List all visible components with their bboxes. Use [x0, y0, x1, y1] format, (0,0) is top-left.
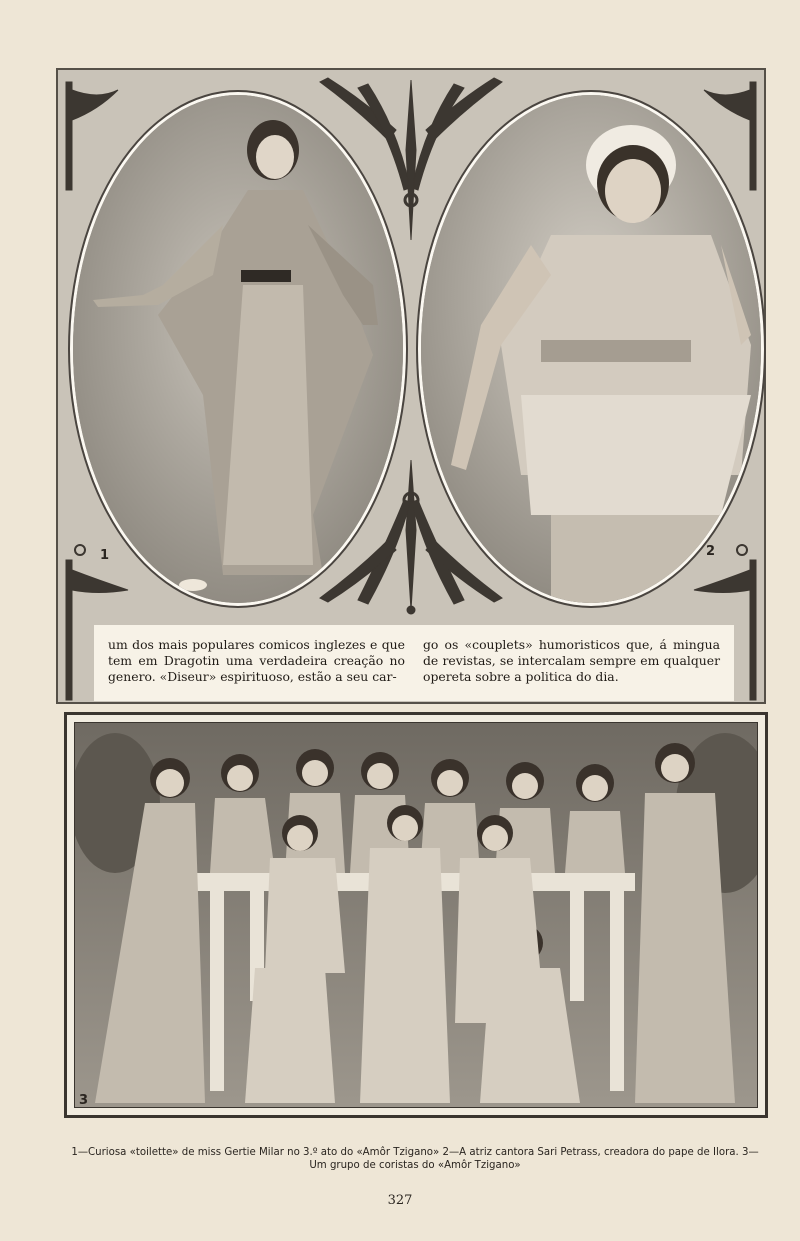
- portrait-photo-1: [73, 95, 403, 603]
- portrait-oval-1: [70, 92, 406, 606]
- portrait-oval-2: [418, 92, 764, 606]
- figure-number-3: 3: [79, 1093, 89, 1108]
- group-photo-frame: [64, 712, 768, 1118]
- portrait-photo-2: [421, 95, 761, 603]
- figure-number-2: 2: [706, 544, 716, 559]
- page-number: 327: [387, 1193, 413, 1208]
- caption-box: [94, 625, 734, 701]
- group-photo-image: [75, 723, 758, 1108]
- photo-caption: 1—Curiosa «toilette» de miss Gertie Milar no 3.º ato do «Amôr Tzigano» 2—A atriz cantora Sari Petrass, creadora do pape de Ilora. 3—Um grupo de coristas do «Amôr Tzigano»: [71, 1147, 759, 1171]
- figure-number-1: 1: [100, 548, 110, 563]
- group-photo: [74, 722, 758, 1108]
- top-photo-plate: [56, 68, 766, 704]
- caption-column-right: go os «couplets» humoristicos que, á mingua de revistas, se intercalam sempre em qualquer opereta sobre a politica do dia.: [423, 637, 720, 684]
- caption-column-left: um dos mais populares comicos inglezes e que tem em Dragotin uma verdadeira creação no genero. «Diseur» espirituoso, estão a seu car-: [108, 637, 405, 684]
